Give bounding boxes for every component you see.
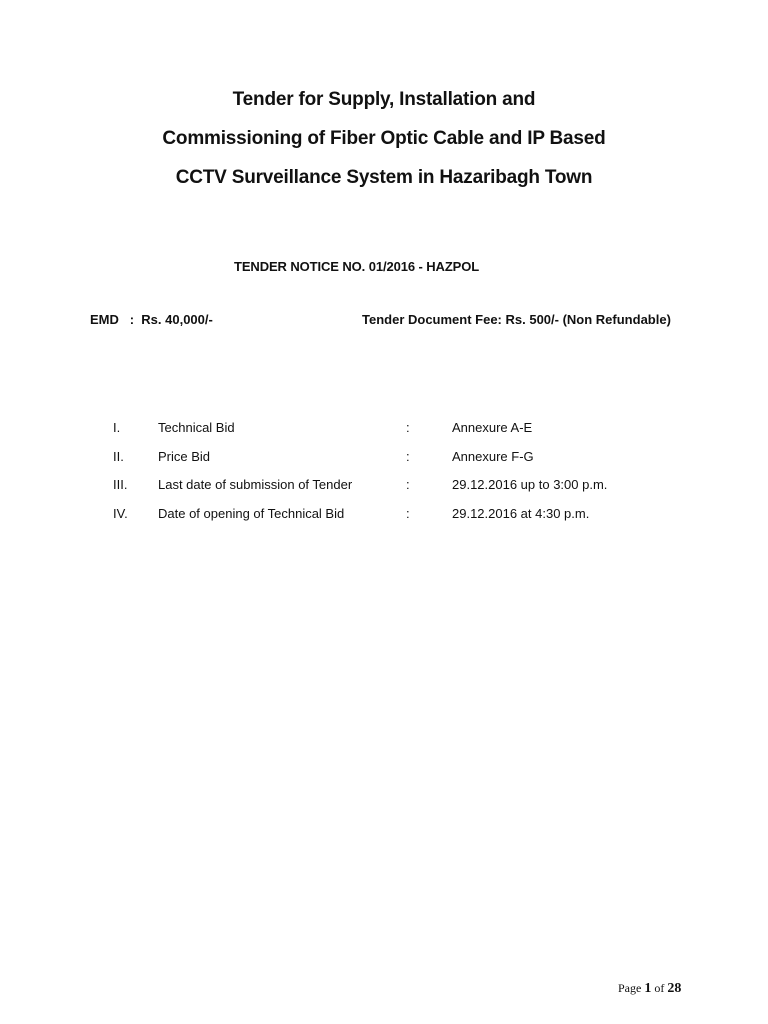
- item-label: Technical Bid: [158, 420, 235, 435]
- item-value: Annexure A-E: [452, 420, 533, 435]
- item-number: I.: [113, 420, 121, 435]
- item-separator: :: [406, 477, 410, 492]
- list-item: [0, 420, 768, 449]
- list-item: [0, 449, 768, 478]
- item-label: Last date of submission of Tender: [158, 477, 353, 492]
- item-number: II.: [113, 448, 124, 464]
- page-number: 1: [644, 981, 652, 996]
- item-separator: :: [406, 505, 410, 521]
- page-total: 28: [667, 981, 682, 996]
- title-line-3: CCTV Surveillance System in Hazaribagh Town: [175, 167, 593, 188]
- item-separator: :: [406, 448, 410, 464]
- tender-document-fee: Tender Document Fee: Rs. 500/- (Non Refundable): [362, 312, 671, 327]
- page-footer: [618, 981, 681, 997]
- document-title: [0, 80, 768, 197]
- item-label: Date of opening of Technical Bid: [158, 505, 345, 521]
- item-number: III.: [113, 477, 128, 492]
- page-word: Page: [618, 981, 642, 995]
- list-item: [0, 477, 768, 506]
- item-number: IV.: [113, 505, 128, 521]
- title-line-1: Tender for Supply, Installation and: [232, 89, 536, 110]
- item-label: Price Bid: [158, 448, 211, 464]
- tender-items-list: [0, 420, 768, 534]
- item-value: Annexure F-G: [452, 448, 534, 464]
- item-value: 29.12.2016 at 4:30 p.m.: [452, 505, 590, 521]
- item-value: 29.12.2016 up to 3:00 p.m.: [452, 477, 608, 492]
- title-line-2: Commissioning of Fiber Optic Cable and IP Based: [162, 128, 606, 149]
- emd-amount: EMD : Rs. 40,000/-: [90, 312, 213, 327]
- item-separator: :: [406, 420, 410, 435]
- of-word: of: [654, 981, 665, 995]
- list-item: [0, 506, 768, 535]
- tender-notice-number: TENDER NOTICE NO. 01/2016 - HAZPOL: [234, 259, 480, 274]
